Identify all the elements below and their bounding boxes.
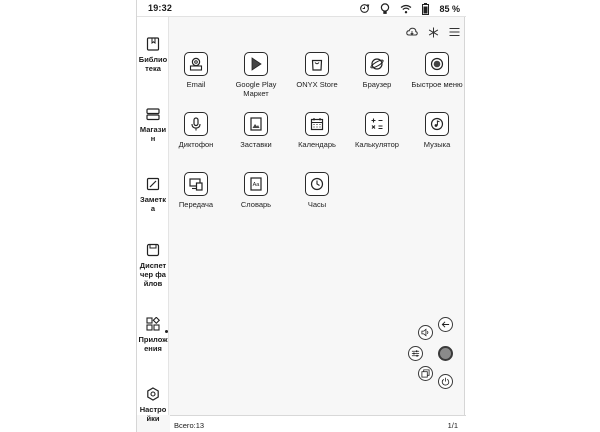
app-label: Музыка xyxy=(423,140,451,149)
toolbar xyxy=(406,27,460,38)
bottom-bar xyxy=(170,415,466,432)
sidebar-item-apps[interactable] xyxy=(137,317,169,353)
app-voice-recorder[interactable] xyxy=(165,112,227,149)
sidebar-item-file-manager[interactable] xyxy=(137,243,169,288)
apps-icon xyxy=(146,317,160,331)
app-music[interactable] xyxy=(406,112,468,149)
sidebar-item-label: Настройки xyxy=(139,405,167,423)
note-icon xyxy=(146,177,160,191)
library-icon xyxy=(146,37,160,51)
sidebar-item-label: Приложения xyxy=(138,335,168,353)
power-icon[interactable] xyxy=(438,374,453,389)
snowflake-icon[interactable] xyxy=(428,27,439,38)
settings-icon xyxy=(146,387,160,401)
battery-icon xyxy=(422,3,429,15)
folder-icon xyxy=(146,243,160,257)
multitask-icon[interactable] xyxy=(418,366,433,381)
volume-icon[interactable] xyxy=(418,325,433,340)
calendar-icon xyxy=(305,112,329,136)
app-clock[interactable] xyxy=(286,172,348,209)
battery-level: 85 % xyxy=(439,3,460,14)
app-browser[interactable] xyxy=(346,52,408,89)
lightbulb-icon[interactable] xyxy=(380,3,390,15)
app-calculator[interactable] xyxy=(346,112,408,149)
app-label: Быстрое меню xyxy=(411,80,463,89)
app-label: Калькулятор xyxy=(355,140,399,149)
browser-icon xyxy=(365,52,389,76)
sidebar-item-label: Библиотека xyxy=(138,55,168,73)
app-email[interactable] xyxy=(165,52,227,89)
total-count: Всего:13 xyxy=(174,421,205,430)
status-bar xyxy=(137,0,466,17)
quick-menu-icon xyxy=(425,52,449,76)
clock-icon xyxy=(305,172,329,196)
music-icon xyxy=(425,112,449,136)
device-screen xyxy=(136,0,465,432)
status-time: 19:32 xyxy=(148,3,173,13)
app-label: ONYX Store xyxy=(296,80,338,89)
dictionary-icon xyxy=(244,172,268,196)
google-play-icon xyxy=(244,52,268,76)
app-label: Календарь xyxy=(298,140,336,149)
sidebar-item-label: Магазин xyxy=(139,125,167,143)
app-label: Передача xyxy=(178,200,214,209)
onyx-store-icon xyxy=(305,52,329,76)
page-indicator: 1/1 xyxy=(447,421,458,430)
app-label: Google Play Маркет xyxy=(235,80,277,98)
menu-icon[interactable] xyxy=(449,27,460,38)
app-dictionary[interactable] xyxy=(225,172,287,209)
app-onyx-store[interactable] xyxy=(286,52,348,89)
app-label: Часы xyxy=(307,200,327,209)
equalizer-icon[interactable] xyxy=(408,346,423,361)
home-circle-icon[interactable] xyxy=(438,346,453,361)
app-transfer[interactable] xyxy=(165,172,227,209)
sidebar-item-settings[interactable] xyxy=(137,387,169,423)
apps-content xyxy=(170,17,466,415)
svg-text:Aa: Aa xyxy=(252,182,260,188)
sidebar-item-label: Заметка xyxy=(140,195,166,213)
app-screensavers[interactable] xyxy=(225,112,287,149)
wifi-icon[interactable] xyxy=(400,4,412,14)
app-label: Браузер xyxy=(362,80,392,89)
email-icon xyxy=(184,52,208,76)
back-icon[interactable] xyxy=(438,317,453,332)
transfer-icon xyxy=(184,172,208,196)
app-label: Словарь xyxy=(240,200,272,209)
app-calendar[interactable] xyxy=(286,112,348,149)
app-google-play[interactable] xyxy=(225,52,287,98)
app-label: Заставки xyxy=(240,140,272,149)
screensaver-icon xyxy=(244,112,268,136)
microphone-icon xyxy=(184,112,208,136)
sidebar-item-label: Диспетчер файлов xyxy=(139,261,167,288)
sync-icon[interactable] xyxy=(359,3,370,14)
app-label: Диктофон xyxy=(178,140,214,149)
cloud-icon[interactable] xyxy=(406,27,418,38)
store-icon xyxy=(146,107,160,121)
app-quick-menu[interactable] xyxy=(406,52,468,89)
calculator-icon xyxy=(365,112,389,136)
app-label: Email xyxy=(186,80,206,89)
active-indicator xyxy=(165,330,168,333)
